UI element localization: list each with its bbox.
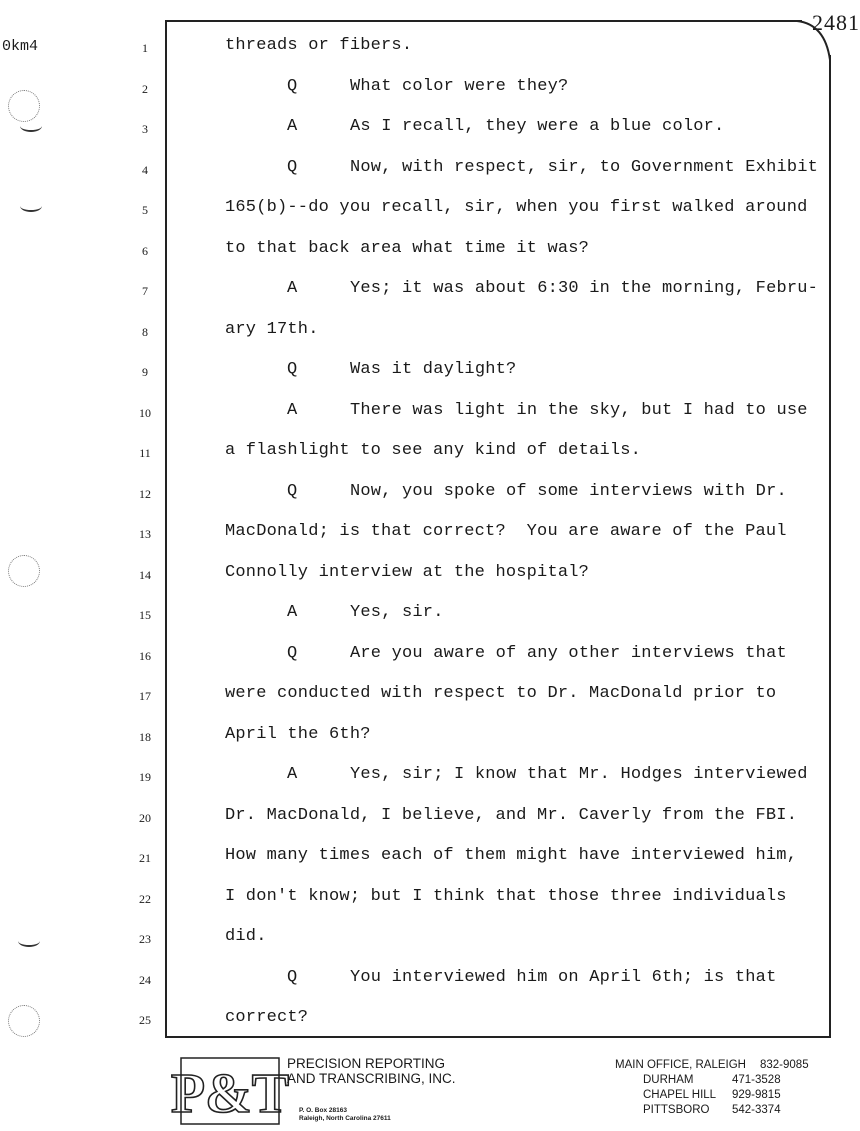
speaker-label: A — [287, 117, 298, 136]
transcript-line-text: correct? — [225, 1008, 309, 1027]
line-number: 10 — [139, 405, 151, 420]
transcript-line-text: Was it daylight? — [350, 360, 517, 379]
page-number: 2481 — [812, 10, 860, 35]
transcript-line-text: Now, with respect, sir, to Government Exhibit — [350, 157, 819, 177]
office-city: DURHAM — [643, 1074, 694, 1086]
transcript-line-text: did. — [225, 927, 267, 946]
line-number: 3 — [142, 122, 148, 136]
binder-hole — [8, 90, 40, 122]
line-number: 16 — [139, 648, 151, 663]
transcript-line-text: There was light in the sky, but I had to use — [350, 400, 808, 420]
binder-mark — [20, 200, 42, 212]
speaker-label: A — [287, 279, 298, 298]
line-number: 18 — [139, 729, 151, 744]
line-number: 21 — [139, 851, 151, 865]
frame-left-rule — [165, 20, 167, 1038]
office-phone: 929-9815 — [732, 1089, 781, 1101]
speaker-label: A — [287, 603, 298, 622]
line-number: 20 — [139, 810, 151, 825]
line-number: 13 — [139, 527, 151, 541]
transcript-line-text: How many times each of them might have interviewed him, — [225, 846, 798, 865]
transcript-line-text: Dr. MacDonald, I believe, and Mr. Caverly from the FBI. — [225, 805, 798, 825]
line-number: 2 — [142, 81, 148, 96]
transcript-line-text: MacDonald; is that correct? You are aware of the Paul — [225, 522, 787, 541]
line-number: 5 — [142, 203, 148, 217]
line-number: 8 — [142, 324, 148, 339]
line-number: 14 — [139, 567, 151, 582]
line-number: 19 — [139, 770, 151, 784]
line-number: 4 — [142, 162, 148, 177]
line-number: 9 — [142, 365, 148, 379]
firm-name-line2: AND TRANSCRIBING, INC. — [287, 1071, 456, 1086]
transcript-line-text: I don't know; but I think that those three individuals — [225, 886, 787, 906]
binder-mark — [20, 120, 42, 132]
line-number: 7 — [142, 284, 148, 298]
transcript-line-text: April the 6th? — [225, 724, 371, 744]
firm-name-line1: PRECISION REPORTING — [287, 1056, 446, 1071]
office-city: CHAPEL HILL — [643, 1089, 717, 1101]
transcript-line-text: threads or fibers. — [225, 36, 413, 55]
line-number: 12 — [139, 486, 151, 501]
transcript-line-text: Yes; it was about 6:30 in the morning, Febru- — [350, 279, 819, 298]
line-number: 23 — [139, 932, 151, 946]
office-phone: 471-3528 — [732, 1074, 781, 1086]
transcript-line-text: You interviewed him on April 6th; is that — [350, 967, 777, 987]
pt-logo — [170, 1056, 290, 1126]
transcript-line-text: ary 17th. — [225, 319, 319, 339]
transcript-line-text: Yes, sir. — [350, 603, 444, 622]
office-city: MAIN OFFICE, RALEIGH — [615, 1059, 746, 1071]
office-phone: 542-3374 — [732, 1104, 781, 1116]
line-number: 6 — [142, 243, 148, 258]
line-number: 24 — [139, 972, 151, 987]
transcript-line-text: 165(b)--do you recall, sir, when you first walked around — [225, 198, 808, 217]
transcript-line-text: were conducted with respect to Dr. MacDonald prior to — [225, 684, 777, 703]
line-number: 17 — [139, 689, 151, 703]
transcript-line-text: Now, you spoke of some interviews with Dr. — [350, 481, 787, 501]
frame-bottom-rule — [165, 1036, 831, 1038]
firm-address-line1: P. O. Box 28163 — [299, 1107, 347, 1114]
line-number: 11 — [139, 446, 151, 460]
transcript-line-text: Are you aware of any other interviews that — [350, 643, 787, 663]
speaker-label: Q — [287, 967, 298, 987]
binder-hole — [8, 555, 40, 587]
line-number: 25 — [139, 1013, 151, 1027]
office-city: PITTSBORO — [643, 1104, 710, 1116]
logo-lettering: P&T — [170, 1063, 290, 1125]
speaker-label: Q — [287, 643, 298, 663]
line-number: 1 — [142, 41, 148, 55]
transcript-line-text: Yes, sir; I know that Mr. Hodges interviewed — [350, 765, 808, 784]
line-number: 15 — [139, 608, 151, 622]
firm-address-line2: Raleigh, North Carolina 27611 — [299, 1115, 391, 1122]
office-phone: 832-9085 — [760, 1059, 809, 1071]
transcript-line-text: to that back area what time it was? — [225, 238, 590, 258]
speaker-label: Q — [287, 360, 298, 379]
speaker-label: Q — [287, 481, 298, 501]
transcript-line-text: Connolly interview at the hospital? — [225, 562, 590, 582]
page-code: 0km4 — [2, 38, 39, 55]
line-number: 22 — [139, 891, 151, 906]
frame-top-rule — [165, 20, 802, 22]
speaker-label: A — [287, 400, 298, 420]
transcript-line-text: As I recall, they were a blue color. — [350, 117, 725, 136]
transcript-line-text: a flashlight to see any kind of details. — [225, 441, 642, 460]
transcript-line-text: What color were they? — [350, 76, 569, 96]
binder-mark — [18, 935, 40, 947]
speaker-label: Q — [287, 76, 298, 96]
binder-hole — [8, 1005, 40, 1037]
speaker-label: A — [287, 765, 298, 784]
frame-right-rule — [829, 55, 831, 1038]
speaker-label: Q — [287, 157, 298, 177]
